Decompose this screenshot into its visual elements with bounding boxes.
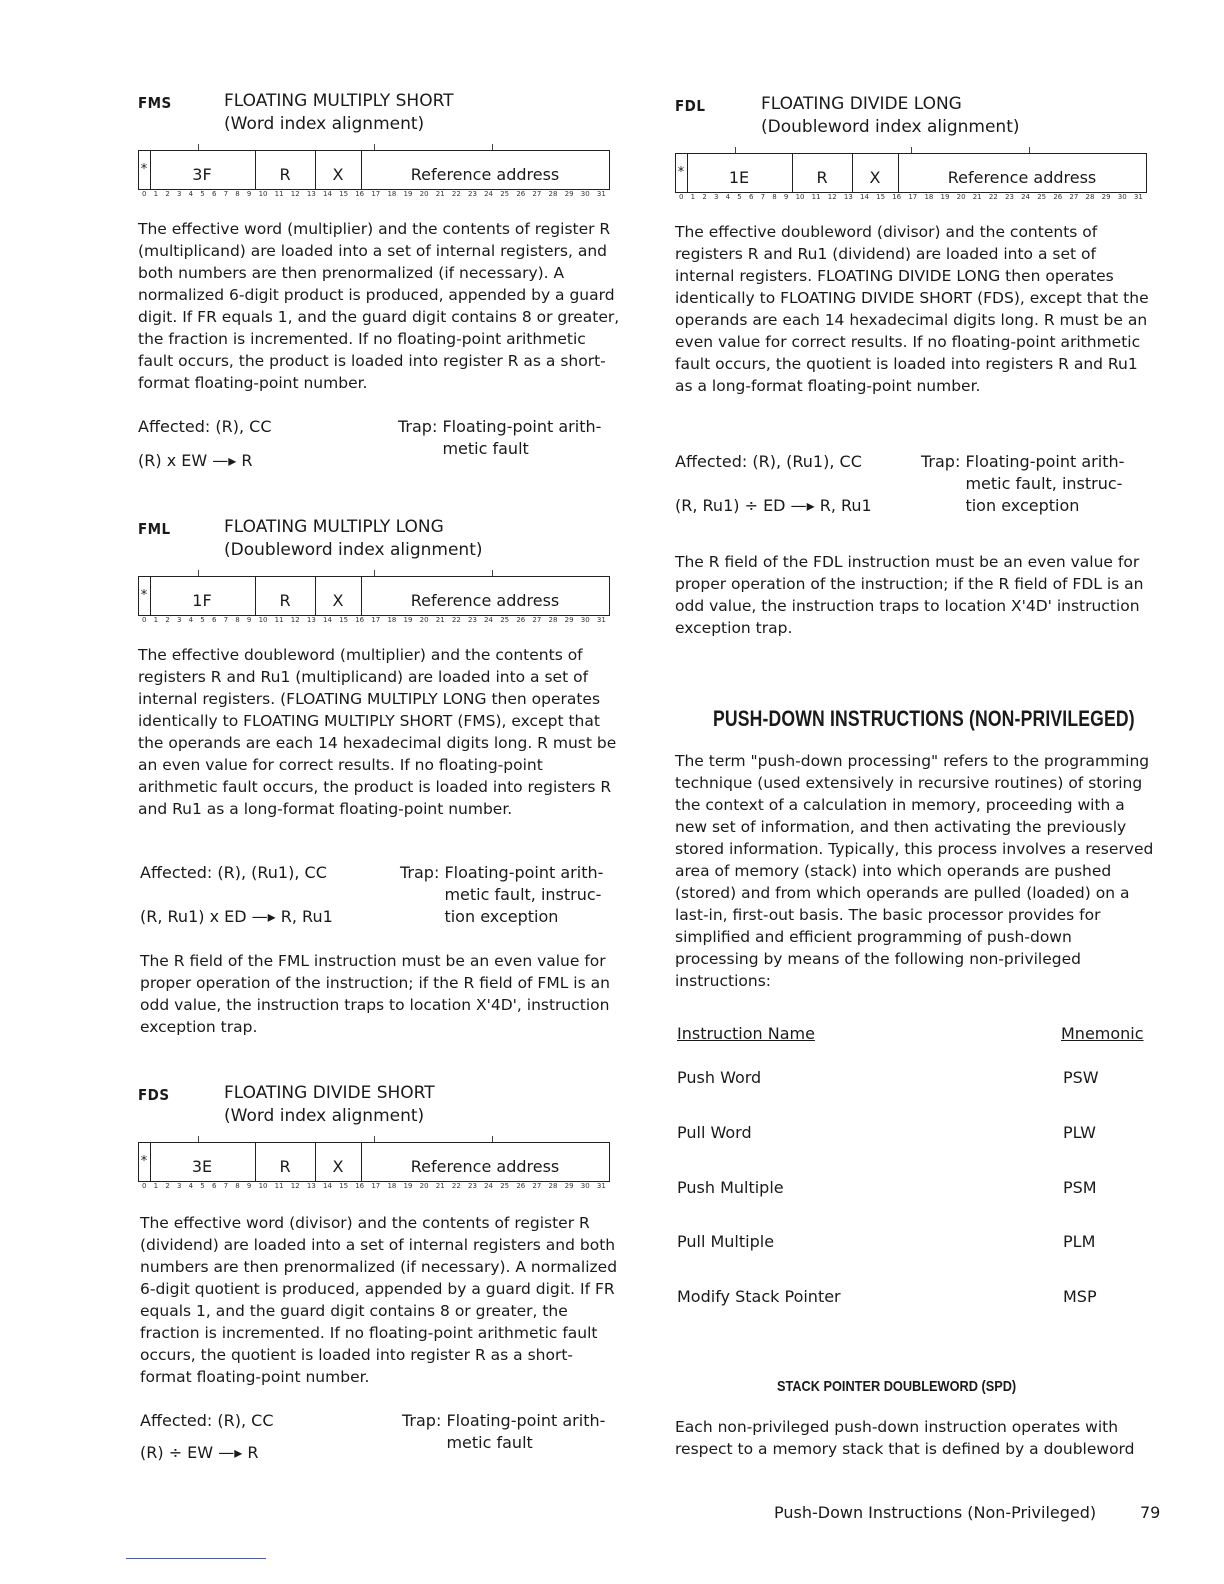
instruction-title [224, 90, 454, 136]
bit-number: 2 [165, 616, 170, 624]
opcode-field: 3E [191, 1157, 213, 1176]
bit-number: 14 [323, 190, 332, 198]
bit-number: 20 [419, 616, 429, 624]
bit-number: 24 [484, 1182, 494, 1190]
bit-number: 28 [548, 616, 558, 624]
bit-number: 21 [972, 193, 982, 201]
bit-number: 4 [725, 193, 731, 201]
bit-number: 13 [306, 616, 316, 624]
bit-number: 12 [290, 616, 300, 624]
bit-number: 26 [516, 1182, 526, 1190]
affected-label: Affected: [140, 863, 213, 882]
bit-number: 14 [323, 616, 332, 624]
bit-number: 23 [467, 616, 477, 624]
bit-number: 1 [690, 193, 696, 201]
bit-number: 22 [988, 193, 998, 201]
instruction-alignment: (Doubleword index alignment) [761, 117, 1020, 137]
bit-number: 4 [188, 190, 194, 198]
operation-expression: (R, Ru1) ÷ ED —▸ R, Ru1 [675, 496, 872, 515]
bit-number: 6 [211, 190, 217, 198]
bit-number: 25 [500, 1182, 510, 1190]
table-row-name: Pull Word [677, 1123, 752, 1142]
affected-line [140, 862, 327, 884]
bit-number: 4 [188, 616, 194, 624]
affected-value: (R), CC [217, 1411, 274, 1430]
bit-number: 12 [290, 1182, 300, 1190]
x-field: X [869, 168, 881, 187]
instruction-title [224, 1082, 435, 1128]
bit-number: 8 [235, 1182, 240, 1190]
bit-number: 8 [772, 193, 777, 201]
table-row-mnemonic: MSP [1063, 1287, 1097, 1306]
bit-number: 17 [371, 190, 381, 198]
bit-number: 10 [258, 190, 268, 198]
operation-expression: (R) ÷ EW —▸ R [140, 1443, 259, 1462]
bit-number: 9 [246, 616, 252, 624]
bit-number: 7 [223, 616, 229, 624]
instruction-title [224, 516, 483, 562]
bit-number: 24 [484, 190, 494, 198]
bit-number: 27 [532, 1182, 542, 1190]
trap-label: Trap: [402, 1411, 442, 1430]
r-field: R [279, 1157, 291, 1176]
instruction-name: FLOATING MULTIPLY SHORT [224, 91, 454, 111]
bit-number: 13 [306, 190, 316, 198]
bit-number: 5 [200, 1182, 205, 1190]
bit-numbers [138, 190, 610, 198]
bit-number: 16 [892, 193, 902, 201]
instruction-note: The R field of the FDL instruction must be an even value for proper operation of the instruction; if the R field of FDL is an odd value, the instruction traps to location X'4D' instruction exception trap. [675, 553, 1144, 637]
bit-number: 13 [306, 1182, 316, 1190]
reference-address-field: Reference address [410, 165, 560, 184]
bit-numbers [138, 1182, 610, 1190]
trap-value: Floating-point arith-metic fault, instruc-tion exception [444, 863, 604, 926]
bit-number: 31 [596, 1182, 606, 1190]
scan-artifact-line [126, 1558, 266, 1559]
bit-number: 15 [339, 1182, 349, 1190]
instruction-name: FLOATING MULTIPLY LONG [224, 517, 444, 537]
bit-number: 28 [1085, 193, 1095, 201]
bit-number: 3 [713, 193, 719, 201]
reference-address-field: Reference address [410, 1157, 560, 1176]
bit-number: 27 [1069, 193, 1079, 201]
instruction-format-diagram [138, 150, 612, 198]
page-number: 79 [1140, 1503, 1161, 1522]
reference-address-field: Reference address [947, 168, 1097, 187]
affected-value: (R), CC [215, 417, 272, 436]
table-row-mnemonic: PSW [1063, 1068, 1099, 1087]
bit-number: 31 [1133, 193, 1143, 201]
bit-number: 29 [1101, 193, 1111, 201]
table-row-name: Push Word [677, 1068, 762, 1087]
bit-number: 17 [371, 1182, 381, 1190]
bit-number: 28 [548, 1182, 558, 1190]
affected-line [140, 1410, 274, 1432]
affected-value: (R), (Ru1), CC [752, 452, 862, 471]
r-field: R [279, 591, 291, 610]
r-field: R [279, 165, 291, 184]
running-footer: Push-Down Instructions (Non-Privileged) [774, 1503, 1097, 1522]
table-row-name: Pull Multiple [677, 1232, 775, 1251]
trap-line [400, 862, 622, 928]
bit-number: 6 [211, 616, 217, 624]
instruction-description: The effective doubleword (divisor) and the contents of registers R and Ru1 (dividend) are loaded into a set of internal registers. FLOATING DIVIDE LONG then operates identically to FLOATING DIVIDE SHORT (FDS), except that the operands are each 14 hexadecimal digits long. R must be an even value for correct results. If no floating-point arithmetic fault occurs, the quotient is loaded into registers R and Ru1 as a long-format floating-point number. [675, 223, 1149, 395]
bit-number: 0 [142, 1182, 147, 1190]
reference-address-field: Reference address [410, 591, 560, 610]
bit-number: 26 [1053, 193, 1063, 201]
bit-number: 27 [532, 190, 542, 198]
bit-number: 1 [153, 1182, 159, 1190]
affected-line [675, 451, 862, 473]
instruction-alignment: (Word index alignment) [224, 114, 425, 134]
bit-number: 26 [516, 190, 526, 198]
affected-line [138, 416, 272, 438]
bit-number: 9 [246, 190, 252, 198]
bit-number: 7 [223, 1182, 229, 1190]
trap-line [402, 1410, 624, 1454]
bit-number: 15 [876, 193, 886, 201]
bit-number: 3 [176, 1182, 182, 1190]
bit-number: 2 [702, 193, 707, 201]
bit-number: 8 [235, 616, 240, 624]
table-row-name: Modify Stack Pointer [677, 1287, 841, 1306]
bit-number: 7 [760, 193, 766, 201]
bit-number: 30 [580, 190, 590, 198]
bit-number: 23 [1004, 193, 1014, 201]
bit-number: 29 [564, 616, 574, 624]
instruction-alignment: (Word index alignment) [224, 1106, 425, 1126]
trap-value: Floating-point arith-metic fault, instruc-tion exception [965, 452, 1125, 515]
trap-label: Trap: [400, 863, 440, 882]
bit-number: 27 [532, 616, 542, 624]
bit-number: 11 [274, 616, 284, 624]
instruction-alignment: (Doubleword index alignment) [224, 540, 483, 560]
bit-number: 0 [142, 190, 147, 198]
instruction-mnemonic: FMS [138, 94, 172, 112]
bit-number: 9 [246, 1182, 252, 1190]
bit-number: 10 [258, 616, 268, 624]
operation-expression: (R) x EW —▸ R [138, 451, 253, 470]
trap-label: Trap: [921, 452, 961, 471]
bit-number: 23 [467, 190, 477, 198]
opcode-field: 3F [192, 165, 212, 184]
bit-number: 14 [860, 193, 869, 201]
spd-text: Each non-privileged push-down instruction operates with respect to a memory stack that is defined by a doubleword [675, 1418, 1135, 1458]
bit-number: 21 [435, 1182, 445, 1190]
table-header-instruction-name: Instruction Name [677, 1024, 815, 1043]
bit-number: 24 [484, 616, 494, 624]
bit-number: 5 [200, 190, 205, 198]
x-field: X [332, 591, 344, 610]
affected-label: Affected: [675, 452, 748, 471]
trap-line [921, 451, 1143, 517]
bit-number: 16 [355, 616, 365, 624]
bit-number: 1 [153, 616, 159, 624]
instruction-description: The effective word (divisor) and the contents of register R (dividend) are loaded into a set of internal registers and both numbers are then prenormalized (if necessary). A normalized 6-digit quotient is produced, appended by a guard digit. If FR equals 1, and the guard digit contains 8 or greater, the fraction is incremented. If no floating-point arithmetic fault occurs, the quotient is loaded into register R as a short-format floating-point number. [140, 1214, 618, 1386]
bit-number: 22 [451, 616, 461, 624]
x-field: X [332, 1157, 344, 1176]
bit-number: 30 [580, 1182, 590, 1190]
bit-number: 6 [748, 193, 754, 201]
indirect-bit: * [677, 165, 685, 180]
bit-number: 11 [274, 1182, 284, 1190]
opcode-field: 1E [728, 168, 750, 187]
instruction-description: The effective word (multiplier) and the contents of register R (multiplicand) are loaded into a set of internal registers, and both numbers are then prenormalized (if necessary). A normalized 6-digit product is produced, appended by a guard digit. If FR equals 1, and the guard digit contains 8 or greater, the fraction is incremented. If no floating-point arithmetic fault occurs, the product is loaded into register R as a short-format floating-point number. [138, 220, 620, 392]
bit-number: 15 [339, 616, 349, 624]
bit-number: 29 [564, 190, 574, 198]
bit-number: 19 [403, 616, 413, 624]
bit-number: 28 [548, 190, 558, 198]
table-row-mnemonic: PSM [1063, 1178, 1097, 1197]
bit-number: 30 [1117, 193, 1127, 201]
bit-number: 2 [165, 190, 170, 198]
bit-number: 22 [451, 1182, 461, 1190]
bit-number: 5 [737, 193, 742, 201]
pushdown-intro: The term "push-down processing" refers to the programming technique (used extensively in recursive routines) of storing the context of a calculation in memory, proceeding with a new set of information, and then activating the previously stored information. Typically, this process involves a reserved area of memory (stack) into which operands are pushed (stored) and from which operands are pulled (loaded) on a last-in, first-out basis. The basic processor provides for simplified and efficient programming of push-down processing by means of the following non-privileged instructions: [675, 752, 1154, 990]
bit-number: 30 [580, 616, 590, 624]
table-header-mnemonic: Mnemonic [1061, 1024, 1144, 1043]
bit-number: 31 [596, 190, 606, 198]
bit-number: 0 [679, 193, 684, 201]
bit-number: 17 [908, 193, 918, 201]
bit-number: 18 [924, 193, 934, 201]
bit-number: 19 [403, 190, 413, 198]
bit-number: 3 [176, 190, 182, 198]
instruction-format-diagram [138, 1142, 612, 1190]
bit-number: 13 [843, 193, 853, 201]
instruction-format-diagram [138, 576, 612, 624]
bit-number: 19 [403, 1182, 413, 1190]
instruction-mnemonic: FDL [675, 97, 706, 115]
subsection-heading: STACK POINTER DOUBLEWORD (SPD) [777, 1378, 1017, 1395]
table-row-mnemonic: PLW [1063, 1123, 1096, 1142]
bit-numbers [675, 193, 1147, 201]
bit-number: 18 [387, 616, 397, 624]
bit-number: 10 [258, 1182, 268, 1190]
bit-number: 15 [339, 190, 349, 198]
bit-number: 18 [387, 1182, 397, 1190]
trap-value: Floating-point arith-metic fault [446, 1411, 606, 1452]
bit-number: 18 [387, 190, 397, 198]
bit-number: 0 [142, 616, 147, 624]
instruction-note: The R field of the FML instruction must be an even value for proper operation of the instruction; if the R field of FML is an odd value, the instruction traps to location X'4D', instruction exception trap. [140, 952, 610, 1036]
instruction-description: The effective doubleword (multiplier) and the contents of registers R and Ru1 (multiplicand) are loaded into a set of internal registers. (FLOATING MULTIPLY LONG then operates identically to FLOATING MULTIPLY SHORT (FMS), except that the operands are each 14 hexadecimal digits long. R must be an even value for correct results. If no floating-point arithmetic fault occurs, the product is loaded into registers R and Ru1 as a long-format floating-point number. [138, 646, 617, 818]
bit-number: 20 [419, 1182, 429, 1190]
bit-number: 12 [827, 193, 837, 201]
trap-value: Floating-point arith-metic fault [442, 417, 602, 458]
bit-number: 12 [290, 190, 300, 198]
bit-number: 2 [165, 1182, 170, 1190]
trap-line [398, 416, 620, 460]
instruction-mnemonic: FDS [138, 1086, 170, 1104]
bit-number: 19 [940, 193, 950, 201]
bit-number: 21 [435, 616, 445, 624]
bit-number: 31 [596, 616, 606, 624]
section-heading: PUSH-DOWN INSTRUCTIONS (NON-PRIVILEGED) [713, 706, 1135, 731]
instruction-name: FLOATING DIVIDE LONG [761, 94, 962, 114]
bit-number: 14 [323, 1182, 332, 1190]
instruction-name: FLOATING DIVIDE SHORT [224, 1083, 435, 1103]
bit-number: 20 [956, 193, 966, 201]
bit-number: 10 [795, 193, 805, 201]
r-field: R [816, 168, 828, 187]
x-field: X [332, 165, 344, 184]
bit-number: 26 [516, 616, 526, 624]
bit-number: 22 [451, 190, 461, 198]
indirect-bit: * [140, 1154, 148, 1169]
bit-number: 25 [500, 190, 510, 198]
indirect-bit: * [140, 588, 148, 603]
bit-number: 17 [371, 616, 381, 624]
bit-number: 3 [176, 616, 182, 624]
bit-number: 20 [419, 190, 429, 198]
bit-number: 1 [153, 190, 159, 198]
bit-number: 25 [1037, 193, 1047, 201]
bit-number: 29 [564, 1182, 574, 1190]
bit-number: 5 [200, 616, 205, 624]
bit-number: 25 [500, 616, 510, 624]
bit-number: 8 [235, 190, 240, 198]
bit-number: 4 [188, 1182, 194, 1190]
affected-label: Affected: [140, 1411, 213, 1430]
bit-number: 24 [1021, 193, 1031, 201]
bit-number: 11 [274, 190, 284, 198]
instruction-format-diagram [675, 153, 1149, 201]
bit-numbers [138, 616, 610, 624]
bit-number: 6 [211, 1182, 217, 1190]
bit-number: 7 [223, 190, 229, 198]
table-row-name: Push Multiple [677, 1178, 784, 1197]
operation-expression: (R, Ru1) x ED —▸ R, Ru1 [140, 907, 333, 926]
trap-label: Trap: [398, 417, 438, 436]
instruction-mnemonic: FML [138, 520, 171, 538]
bit-number: 9 [783, 193, 789, 201]
bit-number: 23 [467, 1182, 477, 1190]
bit-number: 11 [811, 193, 821, 201]
bit-number: 16 [355, 190, 365, 198]
bit-number: 16 [355, 1182, 365, 1190]
bit-number: 21 [435, 190, 445, 198]
affected-value: (R), (Ru1), CC [217, 863, 327, 882]
table-row-mnemonic: PLM [1063, 1232, 1096, 1251]
affected-label: Affected: [138, 417, 211, 436]
indirect-bit: * [140, 162, 148, 177]
opcode-field: 1F [192, 591, 212, 610]
instruction-title [761, 93, 1020, 139]
